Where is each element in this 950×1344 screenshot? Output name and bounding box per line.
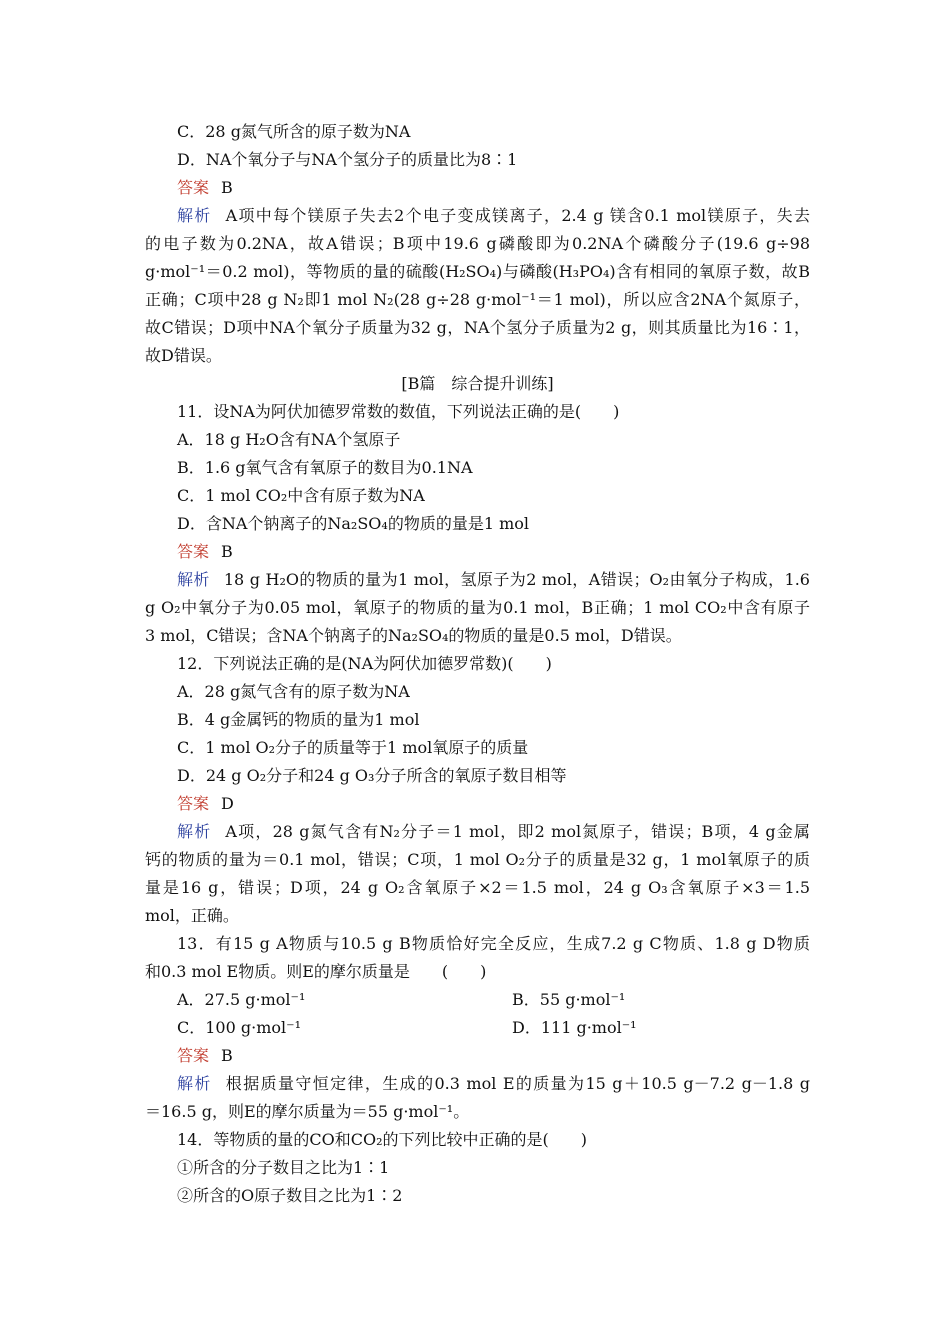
answer-label: 答案	[177, 794, 210, 813]
q11-answer	[177, 538, 810, 566]
q11-analysis-line: g O₂中氧分子为0.05 mol，氧原子的物质的量为0.1 mol，B正确；1 mol CO₂中含有原子	[145, 598, 810, 617]
q11-analysis-line: 3 mol，C错误；含NA个钠离子的Na₂SO₄的物质的量是0.5 mol，D错误。	[145, 626, 682, 645]
q12-answer	[177, 790, 810, 818]
answer-label: 答案	[177, 542, 210, 561]
analysis-label: 解析	[177, 206, 212, 225]
q13-stem: 13．有15 g A物质与10.5 g B物质恰好完全反应，生成7.2 g C物质、1.8 g D物质	[177, 934, 810, 953]
analysis-text: A项，28 g氮气含有N₂分子＝1 mol，即2 mol氮原子，错误；B项，4 g金属	[225, 822, 810, 841]
q10-analysis-line	[177, 202, 810, 230]
q14-statement-2: ②所含的O原子数目之比为1∶2	[177, 1186, 403, 1205]
q10-analysis-line: g·mol⁻¹＝0.2 mol)，等物质的量的硫酸(H₂SO₄)与磷酸(H₃PO₄)含有相同的氧原子数，故B	[145, 262, 810, 281]
analysis-label: 解析	[177, 822, 212, 841]
q13-options-row	[177, 986, 810, 1014]
q10-analysis-line: 的电子数为0.2NA，故A错误；B项中19.6 g磷酸即为0.2NA个磷酸分子(19.6 g÷98	[145, 234, 810, 253]
q13-options-row	[177, 1014, 810, 1042]
answer-value: B	[221, 542, 233, 561]
answer-label: 答案	[177, 1046, 210, 1065]
q11-analysis-line	[177, 566, 810, 594]
q12-option-a: A．28 g氮气含有的原子数为NA	[177, 682, 410, 701]
q10-analysis-line: 故D错误。	[145, 346, 222, 365]
analysis-text: A项中每个镁原子失去2个电子变成镁离子，2.4 g 镁含0.1 mol镁原子，失去	[225, 206, 810, 225]
q12-analysis-line: 钙的物质的量为＝0.1 mol，错误；C项，1 mol O₂分子的质量是32 g，1 mol氧原子的质	[145, 850, 810, 869]
q13-option-c: C．100 g·mol⁻¹	[177, 1018, 301, 1037]
q13-option-d: D．111 g·mol⁻¹	[512, 1018, 637, 1037]
q11-option-a: A．18 g H₂O含有NA个氢原子	[177, 430, 401, 449]
analysis-label: 解析	[177, 1074, 212, 1093]
q12-analysis-line: 量是16 g，错误；D项，24 g O₂含氧原子×2＝1.5 mol，24 g O₃含氧原子×3＝1.5	[145, 878, 810, 897]
q13-analysis-line	[177, 1070, 810, 1098]
answer-value: B	[221, 178, 233, 197]
analysis-text: 根据质量守恒定律，生成的0.3 mol E的质量为15 g＋10.5 g－7.2 g－1.8 g	[225, 1074, 810, 1093]
answer-value: B	[221, 1046, 233, 1065]
q11-option-d: D．含NA个钠离子的Na₂SO₄的物质的量是1 mol	[177, 514, 530, 533]
analysis-text: 18 g H₂O的物质的量为1 mol，氢原子为2 mol，A错误；O₂由氧分子构成，1.6	[223, 570, 810, 589]
answer-label: 答案	[177, 178, 210, 197]
q13-stem: 和0.3 mol E物质。则E的摩尔质量是 ( )	[145, 962, 487, 981]
q12-option-b: B．4 g金属钙的物质的量为1 mol	[177, 710, 420, 729]
analysis-label: 解析	[177, 570, 210, 589]
q10-analysis-line: 正确；C项中28 g N₂即1 mol N₂(28 g÷28 g·mol⁻¹＝1 mol)，所以应含2NA个氮原子，	[145, 290, 810, 309]
q12-analysis-line	[177, 818, 810, 846]
q11-stem: 11．设NA为阿伏加德罗常数的数值，下列说法正确的是( )	[177, 402, 620, 421]
q13-analysis-line: ＝16.5 g，则E的摩尔质量为＝55 g·mol⁻¹。	[145, 1102, 470, 1121]
section-heading: [B篇 综合提升训练]	[401, 374, 554, 393]
q10-answer	[177, 174, 810, 202]
q14-statement-1: ①所含的分子数目之比为1∶1	[177, 1158, 390, 1177]
q12-option-d: D．24 g O₂分子和24 g O₃分子所含的氧原子数目相等	[177, 766, 567, 785]
q10-option-d: D．NA个氧分子与NA个氢分子的质量比为8∶1	[177, 150, 518, 169]
q10-analysis-line: 故C错误；D项中NA个氧分子质量为32 g，NA个氢分子质量为2 g，则其质量比为16∶1，	[145, 318, 810, 337]
q13-option-b: B．55 g·mol⁻¹	[512, 990, 626, 1009]
q12-stem: 12．下列说法正确的是(NA为阿伏加德罗常数)( )	[177, 654, 552, 673]
q10-option-c: C．28 g氮气所含的原子数为NA	[177, 122, 411, 141]
q12-analysis-line: mol，正确。	[145, 906, 239, 925]
q11-option-b: B．1.6 g氧气含有氧原子的数目为0.1NA	[177, 458, 473, 477]
q14-stem: 14．等物质的量的CO和CO₂的下列比较中正确的是( )	[177, 1130, 587, 1149]
q11-option-c: C．1 mol CO₂中含有原子数为NA	[177, 486, 425, 505]
q12-option-c: C．1 mol O₂分子的质量等于1 mol氧原子的质量	[177, 738, 529, 757]
answer-value: D	[221, 794, 234, 813]
q13-answer	[177, 1042, 810, 1070]
q13-option-a: A．27.5 g·mol⁻¹	[177, 990, 306, 1009]
